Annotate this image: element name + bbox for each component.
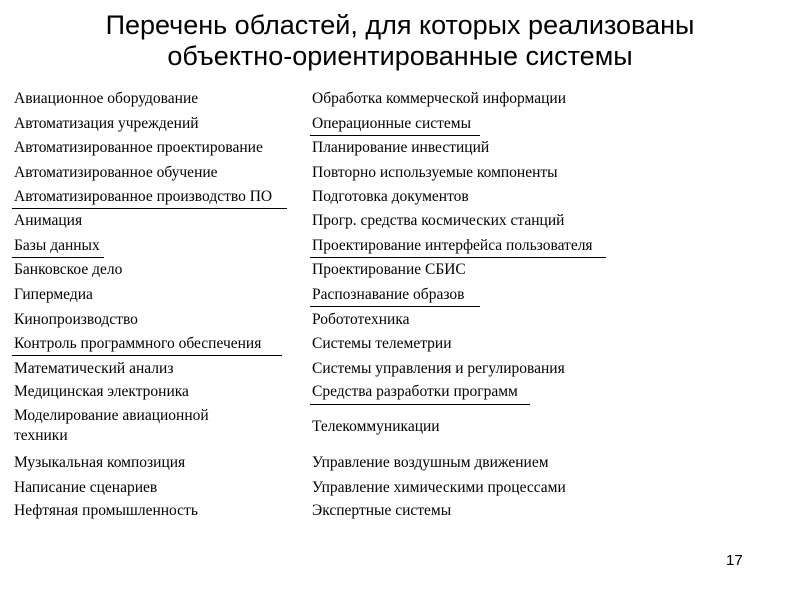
right-list-item: Обработка коммерческой информации [312, 90, 566, 107]
right-list-item: Системы телеметрии [312, 335, 452, 352]
left-list-item: Музыкальная композиция [14, 454, 186, 471]
right-list-item: Средства разработки программ [312, 383, 518, 400]
left-list-item: Контроль программного обеспечения [14, 335, 262, 352]
left-list-item: Математический анализ [14, 360, 174, 377]
right-list-item: Планирование инвестиций [312, 139, 490, 156]
underline-rule [310, 404, 530, 405]
left-list-item: Базы данных [14, 237, 100, 254]
left-list-item: Банковское дело [14, 261, 123, 278]
left-list-item: Автоматизированное обучение [14, 164, 218, 181]
underline-rule [310, 135, 480, 136]
left-list-item: Медицинская электроника [14, 383, 189, 400]
right-list-item: Проектирование СБИС [312, 261, 466, 278]
underline-rule [12, 355, 282, 356]
left-list-item: Кинопроизводство [14, 311, 138, 328]
right-list-item: Системы управления и регулирования [312, 360, 565, 377]
right-list-item: Подготовка документов [312, 188, 469, 205]
right-list-item: Прогр. средства космических станций [312, 212, 565, 229]
underline-rule [12, 257, 104, 258]
right-list-item: Управление химическими процессами [312, 479, 566, 496]
left-list-item: Нефтяная промышленность [14, 502, 198, 519]
right-list-item: Робототехника [312, 311, 410, 328]
underline-rule [12, 208, 287, 209]
slide-title-line-1: Перечень областей, для которых реализованы [105, 10, 695, 40]
right-list-item: Повторно используемые компоненты [312, 164, 558, 181]
right-list-item: Операционные системы [312, 115, 472, 132]
right-list-item: Проектирование интерфейса пользователя [312, 237, 593, 254]
left-list-item: Автоматизированное производство ПО [14, 188, 273, 205]
right-list-item: Экспертные системы [312, 502, 452, 519]
left-list-item: Гипермедиа [14, 286, 93, 303]
slide-title-line-2: объектно-ориентированные системы [167, 41, 633, 71]
left-list-item: Автоматизация учреждений [14, 115, 199, 132]
left-list-item: Написание сценариев [14, 479, 158, 496]
page-number: 17 [726, 552, 743, 569]
left-list-item: Автоматизированное проектирование [14, 139, 263, 156]
underline-rule [310, 306, 480, 307]
left-list-item: Авиационное оборудование [14, 90, 199, 107]
underline-rule [310, 257, 606, 258]
left-list-item: Анимация [14, 212, 83, 229]
left-list-item: Моделирование авиационной техники [14, 407, 209, 444]
right-list-item: Телекоммуникации [312, 418, 440, 435]
right-list-item: Распознавание образов [312, 286, 465, 303]
right-list-item: Управление воздушным движением [312, 454, 549, 471]
